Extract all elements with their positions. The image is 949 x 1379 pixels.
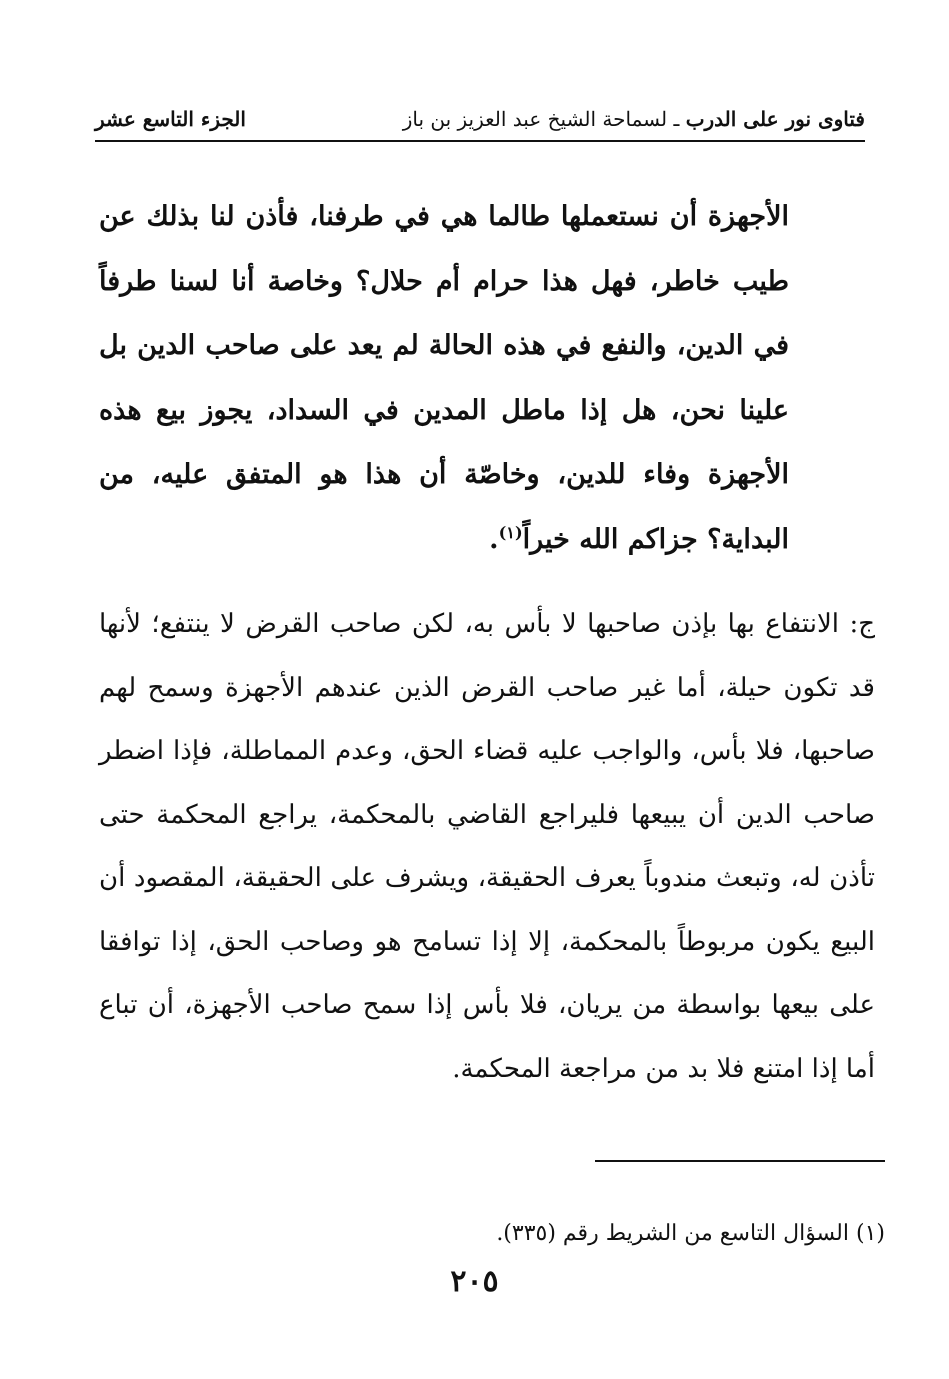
header-separator: ـ <box>667 107 680 131</box>
question-body: الأجهزة أن نستعملها طالما هي في طرفنا، فأذن لنا بذلك عن طيب خاطر، فهل هذا حرام أم حلال؟ وخاصة أنا لسنا طرفاً في الدين، والنفع في هذه الحالة لم يعد على صاحب الدين بل علينا نحن، هل إذا ماطل المدين في السداد، يجوز بيع هذه الأجهزة وفاء للدين، وخاصّة أن هذا هو المتفق عليه، من البداية؟ جزاكم الله خيراً <box>99 201 789 555</box>
footnote-text: (١) السؤال التاسع من الشريط رقم (٣٣٥). <box>496 1221 885 1246</box>
page-number: ٢٠٥ <box>450 1264 499 1299</box>
running-header <box>95 98 865 142</box>
header-title-group <box>403 107 865 131</box>
footnote-reference: (١) <box>498 522 523 542</box>
author-name: لسماحة الشيخ عبد العزيز بن باز <box>402 107 668 131</box>
question-end: . <box>489 523 499 555</box>
book-title: فتاوى نور على الدرب <box>685 107 865 131</box>
footnote-divider <box>595 1160 885 1162</box>
part-label: الجزء التاسع عشر <box>95 107 246 131</box>
answer-text: ج: الانتفاع بها بإذن صاحبها لا بأس به، لكن صاحب القرض لا ينتفع؛ لأنها قد تكون حيلة، أما غير صاحب القرض الذين عندهم الأجهزة وسمح لهم صاحبها، فلا بأس، والواجب عليه قضاء الحق، وعدم المماطلة، فإذا اضطر صاحب الدين أن يبيعها فليراجع القاضي بالمحكمة، يراجع المحكمة حتى تأذن له، وتبعث مندوباً يعرف الحقيقة، ويشرف على الحقيقة، المقصود أن البيع يكون مربوطاً بالمحكمة، إلا إذا تسامح هو وصاحب الحق، إذا توافقا على بيعها بواسطة من يريان، فلا بأس إذا سمح صاحب الأجهزة، أن تباع أما إذا امتنع فلا بد من مراجعة المحكمة. <box>99 609 875 1084</box>
question-text <box>99 185 789 572</box>
